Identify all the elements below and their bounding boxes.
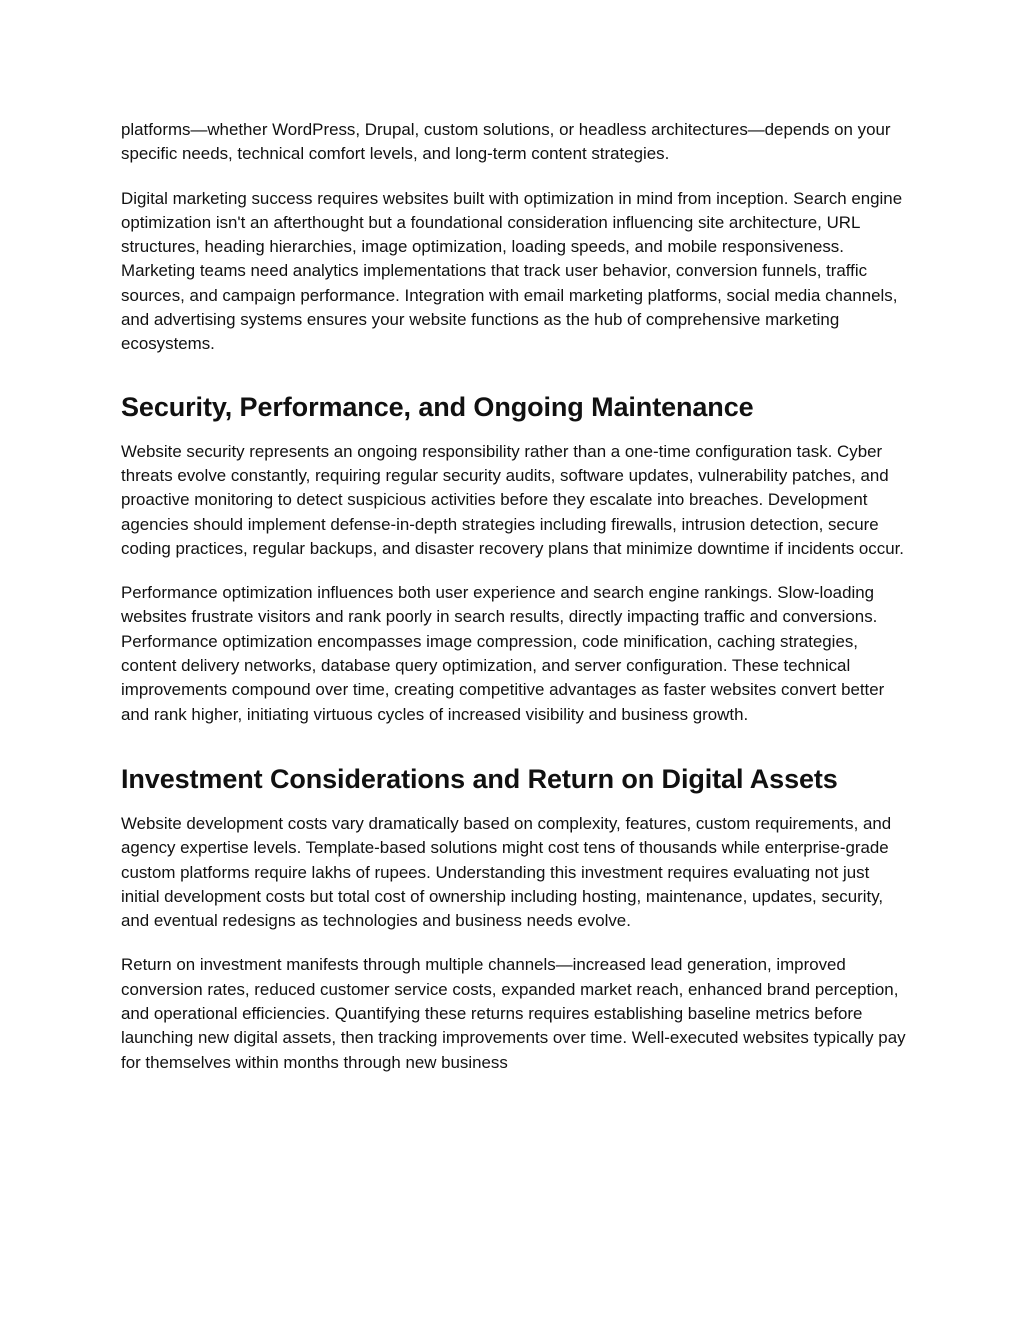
paragraph-performance-optimization: Performance optimization influences both user experience and search engine rankings. Slow-loading websites frustrate visitors and rank poorly in search results, directly impacting traffic and conversions. Performance optimization encompasses image compression, code minification, caching strategies, content delivery networks, database query optimization, and server configuration. These technical improvements compound over time, creating competitive advantages as faster websites convert better and rank higher, initiating virtuous cycles of increased visibility and business growth. bbox=[121, 583, 885, 724]
paragraph-digital-marketing: Digital marketing success requires websites built with optimization in mind from inception. Search engine optimization isn't an afterthought but a foundational consideration influencing site architecture, URL structures, heading hierarchies, image optimization, loading speeds, and mobile responsiveness. Marketing teams need analytics implementations that track user behavior, conversion funnels, traffic sources, and campaign performance. Integration with email marketing platforms, social media channels, and advertising systems ensures your website functions as the hub of comprehensive marketing ecosystems. bbox=[121, 188, 903, 354]
paragraph-return-on-investment: Return on investment manifests through multiple channels—increased lead generation, improved conversion rates, reduced customer service costs, expanded market reach, enhanced brand perception, and operational efficiencies. Quantifying these returns requires establishing baseline metrics before launching new digital assets, then tracking improvements over time. Well-executed websites typically pay for themselves within months through new business bbox=[121, 955, 906, 1072]
paragraph-development-costs: Website development costs vary dramatically based on complexity, features, custom requirements, and agency expertise levels. Template-based solutions might cost tens of thousands while enterprise-grade custom platforms require lakhs of rupees. Understanding this investment requires evaluating not just initial development costs but total cost of ownership including hosting, maintenance, updates, security, and eventual redesigns as technologies and business needs evolve. bbox=[121, 813, 892, 931]
paragraph-website-security: Website security represents an ongoing responsibility rather than a one-time configuration task. Cyber threats evolve constantly, requiring regular security audits, software updates, vulnerability patches, and proactive monitoring to detect suspicious activities before they escalate into breaches. Development agencies should implement defense-in-depth strategies including firewalls, intrusion detection, secure coding practices, regular backups, and disaster recovery plans that minimize downtime if incidents occur. bbox=[121, 441, 904, 558]
heading-investment: Investment Considerations and Return on Digital Assets bbox=[121, 763, 838, 794]
heading-security: Security, Performance, and Ongoing Maintenance bbox=[121, 391, 754, 422]
paragraph-platforms: platforms—whether WordPress, Drupal, custom solutions, or headless architectures—depends on your specific needs, technical comfort levels, and long-term content strategies. bbox=[121, 120, 891, 164]
document-page bbox=[121, 118, 906, 1075]
